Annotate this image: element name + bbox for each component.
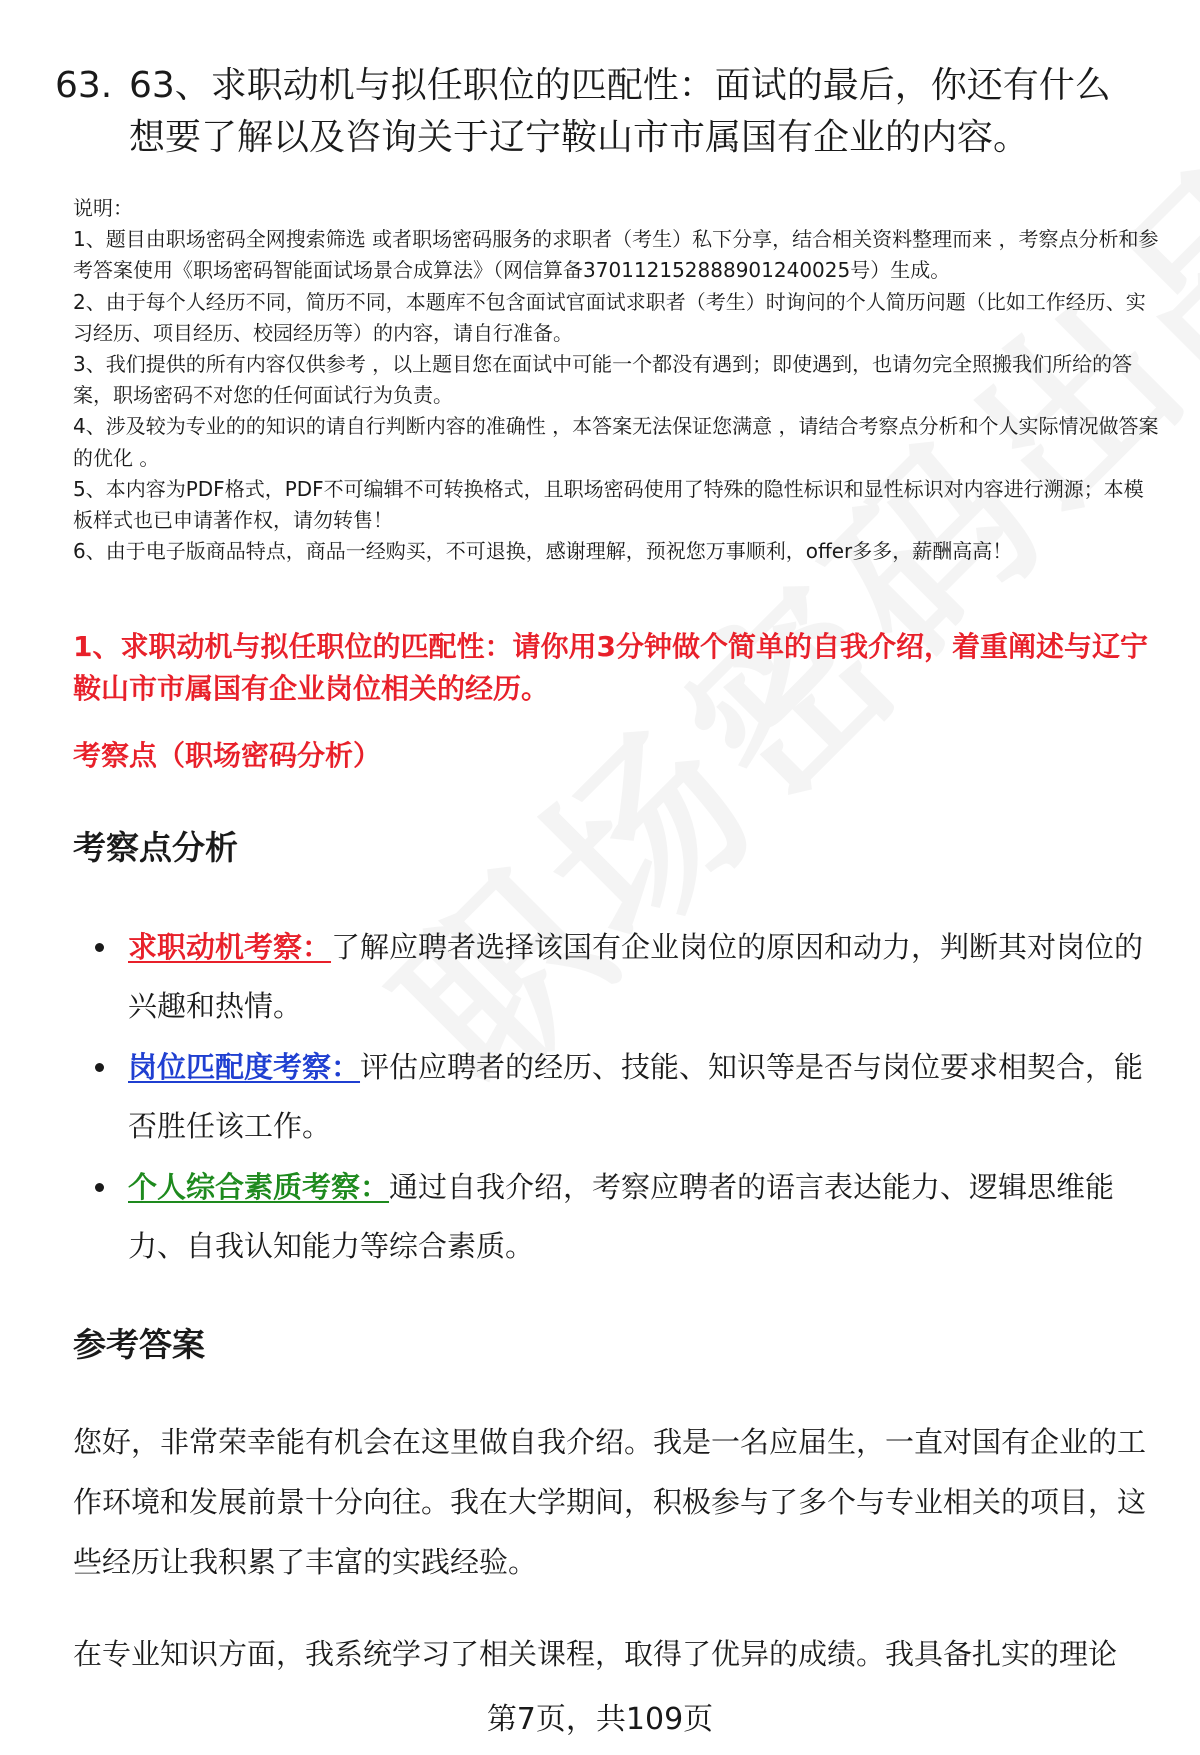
- notes-item: 6、由于电子版商品特点，商品一经购买，不可退换，感谢理解，预祝您万事顺利，offer多多，薪酬高高！: [73, 539, 1013, 564]
- answer-body: [73, 1412, 1153, 1716]
- analysis-heading: 考察点分析: [73, 828, 238, 867]
- bullet-text: 评估应聘者的经历、技能、知识等是否与岗位要求相契合，能否胜任该工作。: [128, 1050, 1144, 1143]
- page-footer: 第7页，共109页: [486, 1702, 714, 1737]
- analysis-bullet: [95, 1038, 1155, 1156]
- bullet-text: 通过自我介绍，考察应聘者的语言表达能力、逻辑思维能力、自我认知能力等综合素质。: [128, 1170, 1115, 1263]
- answer-paragraph: 您好，非常荣幸能有机会在这里做自我介绍。我是一名应届生，一直对国有企业的工作环境和发展前景十分向往。我在大学期间，积极参与了多个与专业相关的项目，这些经历让我积累了丰富的实践经验。: [73, 1425, 1147, 1579]
- notes-item: 3、我们提供的所有内容仅供参考 ，以上题目您在面试中可能一个都没有遇到；即使遇到，也请勿完全照搬我们所给的答案，职场密码不对您的任何面试行为负责。: [73, 352, 1133, 408]
- notes-section: [73, 193, 1163, 567]
- analysis-list: [95, 918, 1155, 1278]
- notes-item: 4、涉及较为专业的的知识的请自行判断内容的准确性 ，本答案无法保证您满意 ，请结合考察点分析和个人实际情况做答案的优化 。: [73, 414, 1159, 470]
- question-text: 63、求职动机与拟任职位的匹配性：面试的最后，你还有什么想要了解以及咨询关于辽宁鞍山市市属国有企业的内容。: [129, 65, 1111, 158]
- question-title: [55, 60, 1145, 164]
- bullet-dot-icon: [95, 943, 104, 952]
- bullet-key: 个人综合素质考察：: [128, 1170, 390, 1204]
- bullet-dot-icon: [95, 1183, 104, 1192]
- answer-paragraph: 在专业知识方面，我系统学习了相关课程，取得了优异的成绩。我具备扎实的理论: [73, 1637, 1118, 1671]
- question-number: 63.: [55, 65, 113, 106]
- bullet-key: 求职动机考察：: [128, 930, 332, 964]
- analysis-label: 考察点（职场密码分析）: [73, 739, 382, 772]
- notes-item: 5、本内容为PDF格式，PDF不可编辑不可转换格式，且职场密码使用了特殊的隐性标识和显性标识对内容进行溯源；本模板样式也已申请著作权，请勿转售！: [73, 476, 1144, 533]
- answer-heading: 参考答案: [73, 1325, 205, 1364]
- analysis-bullet: [95, 918, 1155, 1036]
- notes-item: 2、由于每个人经历不同，简历不同，本题库不包含面试官面试求职者（考生）时询问的个人简历问题（比如工作经历、实习经历、项目经历、校园经历等）的内容，请自行准备。: [73, 289, 1146, 345]
- sub-question: 1、求职动机与拟任职位的匹配性：请你用3分钟做个简单的自我介绍，着重阐述与辽宁鞍山市市属国有企业岗位相关的经历。: [73, 630, 1148, 705]
- bullet-dot-icon: [95, 1063, 104, 1072]
- notes-item: 1、题目由职场密码全网搜索筛选 或者职场密码服务的求职者（考生）私下分享，结合相关资料整理而来 ，考察点分析和参考答案使用《职场密码智能面试场景合成算法》（网信算备370112152888901240025号）生成。: [73, 227, 1159, 283]
- bullet-key: 岗位匹配度考察：: [128, 1050, 361, 1084]
- analysis-bullet: [95, 1158, 1155, 1276]
- notes-heading: 说明：: [73, 196, 133, 220]
- bullet-text: 了解应聘者选择该国有企业岗位的原因和动力，判断其对岗位的兴趣和热情。: [128, 930, 1144, 1023]
